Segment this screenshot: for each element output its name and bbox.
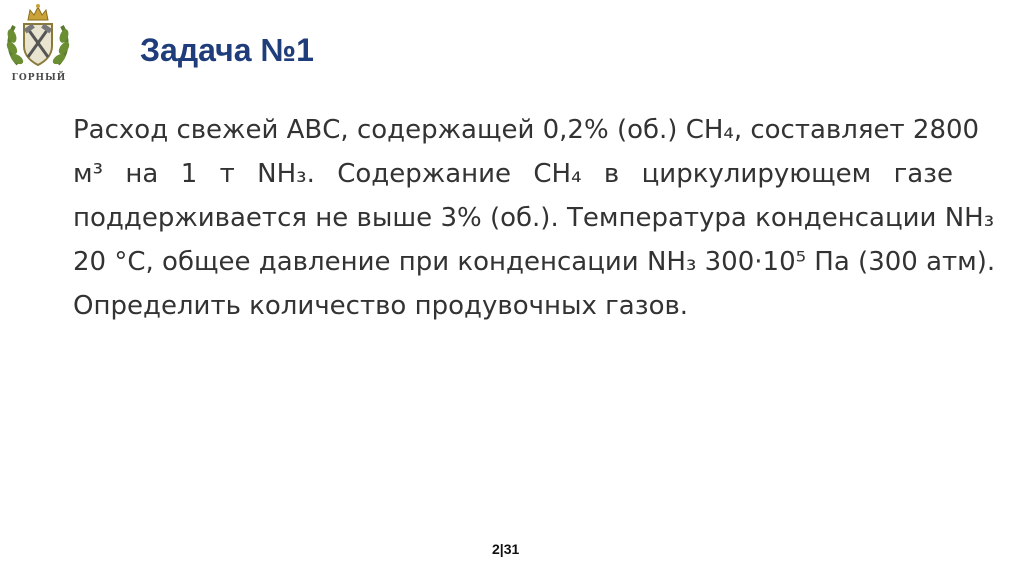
problem-line: Расход свежей АВС, содержащей 0,2% (об.) CH₄, составляет 2800 <box>73 115 980 145</box>
slide-title: Задача №1 <box>140 32 314 68</box>
page-number: 2|31 <box>492 541 520 557</box>
problem-line: м³ на 1 т NH₃. Содержание CH₄ в циркулирующем газе <box>73 159 953 189</box>
problem-statement <box>73 108 996 328</box>
problem-line: Определить количество продувочных газов. <box>73 291 689 321</box>
problem-line: поддерживается не выше 3% (об.). Температура конденсации NH₃ <box>73 203 995 233</box>
emblem-graphic <box>4 2 72 78</box>
emblem-caption: ГОРНЫЙ <box>11 73 67 83</box>
problem-line: 20 °С, общее давление при конденсации NH₃ 300·10⁵ Па (300 атм). <box>73 247 996 277</box>
